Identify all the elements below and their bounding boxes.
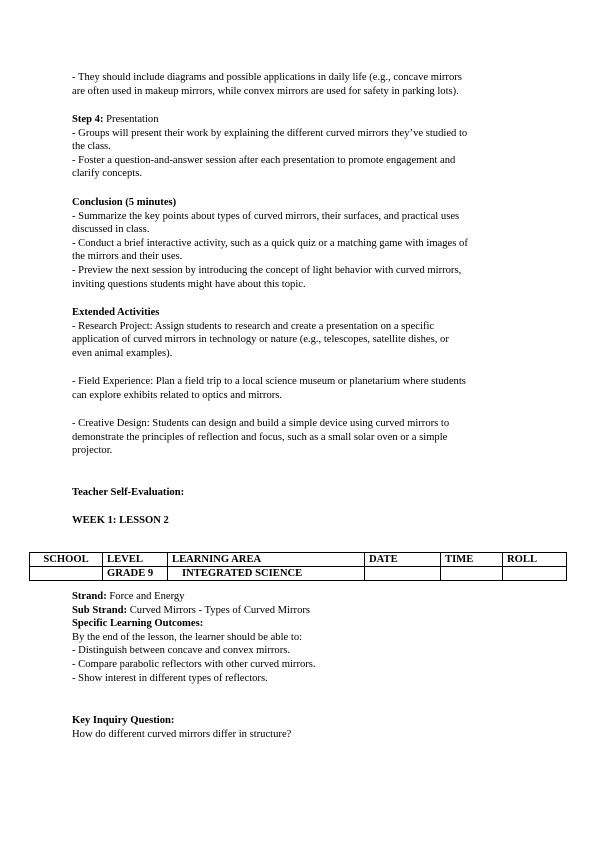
inquiry-heading: Key Inquiry Question: [72,715,175,726]
conclusion-section [72,196,532,291]
text-line: - They should include diagrams and possible applications in daily life (e.g., concave mirrors [72,72,462,83]
strand-line [72,590,532,604]
header-date: DATE [365,553,441,567]
step4-heading [72,113,532,127]
header-level: LEVEL [103,553,168,567]
outcomes-heading: Specific Learning Outcomes: [72,618,204,630]
sub-strand-value: Curved Mirrors - Types of Curved Mirrors [127,604,311,616]
sub-strand-line [72,604,532,618]
extended-activities-section [72,306,532,360]
cell-school [30,567,103,581]
text-line: the mirrors and their uses. [72,251,183,263]
text-line: - Groups will present their work by explaining the different curved mirrors they’ve studied to [72,127,468,139]
lesson-info-table [29,552,567,581]
text-line: - Compare parabolic reflectors with other curved mirrors. [72,658,316,670]
header-school: SCHOOL [30,553,103,567]
text-line: - Preview the next session by introducing the concept of light behavior with curved mirrors, [72,264,462,276]
creative-design-paragraph [72,417,532,458]
header-roll: ROLL [503,553,567,567]
text-line: discussed in class. [72,224,150,236]
text-line: inviting questions students might have about this topic. [72,278,306,290]
strand-value: Force and Energy [106,591,185,602]
conclusion-heading: Conclusion (5 minutes) [72,197,177,208]
text-line: - Show interest in different types of reflectors. [72,672,268,684]
field-experience-paragraph [72,375,532,402]
strand-label: Strand: [72,591,107,602]
text-line: projector. [72,445,113,457]
cell-roll [503,567,567,581]
cell-date [365,567,441,581]
step4-title: Presentation [103,114,159,125]
cell-level: GRADE 9 [103,567,168,581]
step4-label: Step 4: [72,114,104,125]
text-line: - Research Project: Assign students to research and create a presentation on a specific [72,320,435,332]
text-line: - Foster a question-and-answer session after each presentation to promote engagement and [72,154,456,166]
text-line: By the end of the lesson, the learner should be able to: [72,631,303,643]
intro-paragraph [72,71,532,98]
inquiry-question: How do different curved mirrors differ in structure? [72,728,292,740]
text-line: - Field Experience: Plan a field trip to a local science museum or planetarium where students [72,376,466,387]
teacher-self-evaluation [72,486,532,500]
cell-time [441,567,503,581]
text-line: even animal examples). [72,347,173,359]
text-line: application of curved mirrors in technology or nature (e.g., telescopes, satellite dishes, or [72,334,449,346]
step4-section [72,113,532,181]
text-line: can explore exhibits related to optics and mirrors. [72,389,283,401]
text-line: are often used in makeup mirrors, while convex mirrors are used for safety in parking lots). [72,85,459,97]
extended-heading: Extended Activities [72,307,160,318]
table-row [30,567,567,581]
text-line: - Conduct a brief interactive activity, such as a quick quiz or a matching game with images of [72,237,468,249]
text-line: clarify concepts. [72,168,143,180]
text-line: - Summarize the key points about types of curved mirrors, their surfaces, and practical uses [72,210,460,222]
key-inquiry-section [72,714,532,741]
text-line: demonstrate the principles of reflection and focus, such as a small solar oven or a simple [72,431,448,443]
strand-section [72,590,532,685]
text-line: - Distinguish between concave and convex mirrors. [72,645,290,657]
header-time: TIME [441,553,503,567]
teacher-eval-heading: Teacher Self-Evaluation: [72,487,185,498]
sub-strand-label: Sub Strand: [72,604,128,616]
cell-learning-area: INTEGRATED SCIENCE [168,567,365,581]
week-lesson [72,514,532,528]
text-line: - Creative Design: Students can design and build a simple device using curved mirrors to [72,418,450,429]
week-lesson-heading: WEEK 1: LESSON 2 [72,515,169,526]
text-line: the class. [72,141,111,153]
table-header-row [30,553,567,567]
header-learning-area: LEARNING AREA [168,553,365,567]
